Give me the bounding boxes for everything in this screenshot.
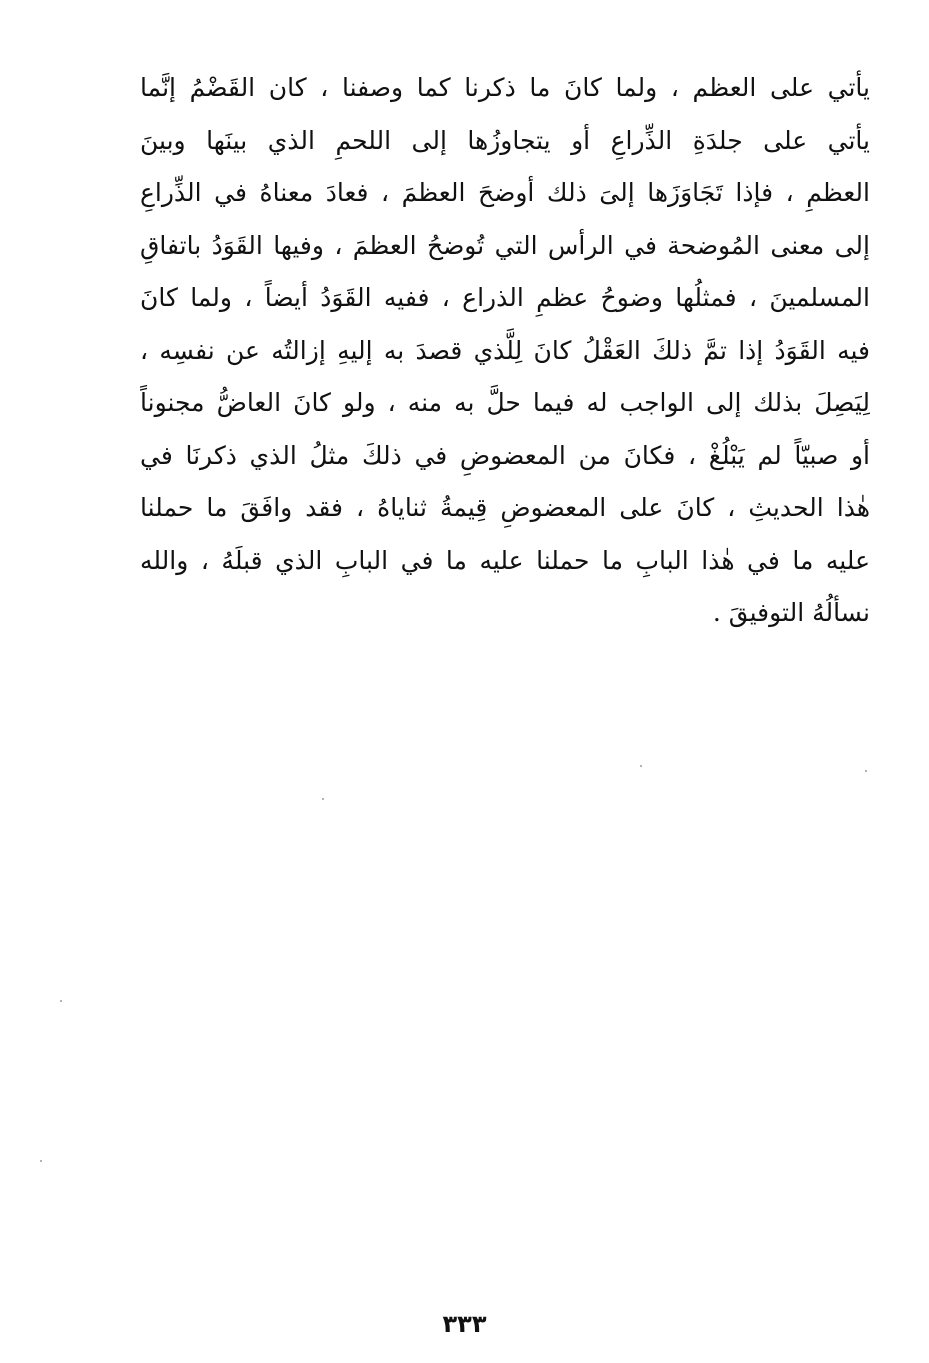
text-line-2: يأتي على جلدَةِ الذِّراعِ أو يتجاوزُها إلى اللحمِ الذي بينَها وبينَ xyxy=(140,125,870,155)
text-line-3: العظمِ ، فإذا تَجَاوَزَها إلىَ ذلك أوضحَ العظمَ ، فعادَ معناهُ في الذِّراعِ xyxy=(140,178,870,207)
text-line-7: لِيَصِلَ بذلك إلى الواجب له فيما حلَّ به منه ، ولو كانَ العاضُّ مجنوناً xyxy=(140,388,870,417)
page-number: ٣٣٣ xyxy=(442,1310,487,1338)
scan-speck xyxy=(640,765,642,767)
scan-speck xyxy=(40,1160,42,1162)
text-line-11: نسألُهُ التوفيقَ . xyxy=(712,598,870,627)
text-line-5: المسلمينَ ، فمثلُها وضوحُ عظمِ الذراع ، ففيه القَوَدُ أيضاً ، ولما كانَ xyxy=(140,283,870,312)
text-line-8: أو صبيّاً لم يَبْلُغْ ، فكانَ من المعضوضِ في ذلكَ مثلُ الذي ذكرنَا في xyxy=(140,440,870,470)
text-line-4: إلى معنى المُوضحة في الرأس التي تُوضحُ العظمَ ، وفيها القَوَدُ باتفاقِ xyxy=(140,230,870,260)
text-line-6: فيه القَوَدُ إذا تمَّ ذلكَ العَقْلُ كانَ لِلَّذي قصدَ به إليهِ إزالتُه عن نفسِه ، xyxy=(140,335,870,365)
scan-speck xyxy=(60,1000,62,1002)
text-line-1: يأتي على العظم ، ولما كانَ ما ذكرنا كما وصفنا ، كان القَضْمُ إنَّما xyxy=(140,73,870,102)
scan-speck xyxy=(322,798,324,800)
scan-speck xyxy=(865,770,867,772)
body-text xyxy=(140,62,870,640)
text-line-10: عليه ما في هٰذا البابِ ما حملنا عليه ما في البابِ الذي قبلَهُ ، والله xyxy=(140,545,870,575)
text-line-9: هٰذا الحديثِ ، كانَ على المعضوضِ قِيمةُ ثناياهُ ، فقد وافَقَ ما حملنا xyxy=(140,493,870,522)
